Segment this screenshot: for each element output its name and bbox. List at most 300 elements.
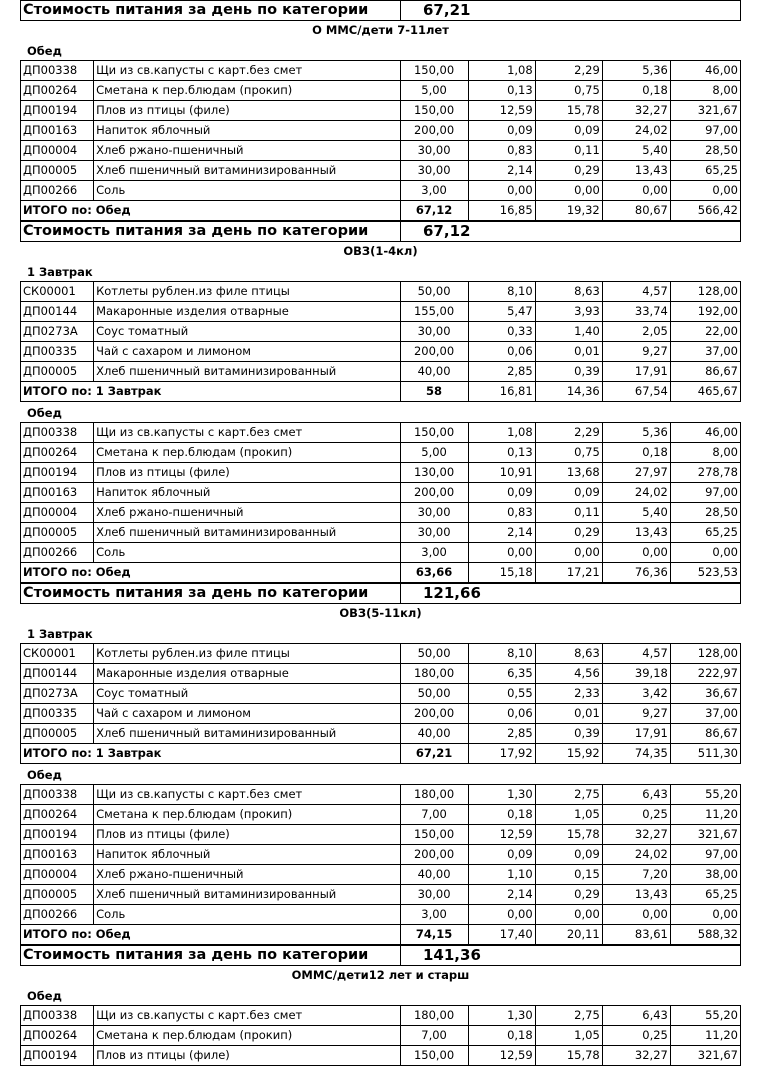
dish-fat: 0,09 [535, 845, 602, 865]
dish-kcal: 28,50 [670, 141, 740, 161]
dish-code: ДП00005 [21, 724, 94, 744]
dish-carbs: 6,43 [602, 1006, 670, 1026]
day-cost-value: 67,21 [401, 1, 741, 21]
dish-kcal: 55,20 [670, 1006, 740, 1026]
meal-total-kcal: 566,42 [670, 201, 740, 221]
meal-total-protein: 15,18 [468, 563, 535, 583]
dish-kcal: 222,97 [670, 664, 740, 684]
dish-code: ДП00004 [21, 503, 94, 523]
day-cost-label: Стоимость питания за день по категории [21, 1, 401, 21]
dish-name: Сметана к пер.блюдам (прокип) [94, 443, 400, 463]
day-cost-summary [20, 0, 741, 21]
dish-weight: 50,00 [400, 282, 468, 302]
dish-carbs: 7,20 [602, 865, 670, 885]
dish-weight: 155,00 [400, 302, 468, 322]
dish-name: Хлеб пшеничный витаминизированный [94, 523, 400, 543]
day-cost-label: Стоимость питания за день по категории [21, 222, 401, 242]
dish-name: Макаронные изделия отварные [94, 664, 400, 684]
dish-kcal: 86,67 [670, 362, 740, 382]
dish-fat: 0,11 [535, 141, 602, 161]
meal-total-fat: 20,11 [535, 925, 602, 945]
dish-code: ДП00338 [21, 423, 94, 443]
dish-kcal: 37,00 [670, 342, 740, 362]
dish-weight: 5,00 [400, 81, 468, 101]
dish-kcal: 128,00 [670, 644, 740, 664]
table-row [21, 483, 741, 503]
dish-protein: 5,47 [468, 302, 535, 322]
dish-name: Котлеты рублен.из филе птицы [94, 282, 400, 302]
meal-total-carbs: 67,54 [602, 382, 670, 402]
dish-fat: 2,75 [535, 1006, 602, 1026]
dish-protein: 1,30 [468, 785, 535, 805]
dish-carbs: 9,27 [602, 704, 670, 724]
dish-code: ДП00264 [21, 1026, 94, 1046]
dish-fat: 0,29 [535, 523, 602, 543]
dish-code: ДП00194 [21, 101, 94, 121]
meal-title: Обед [27, 406, 62, 420]
dish-name: Плов из птицы (филе) [94, 825, 400, 845]
meal-total-cost: 67,21 [400, 744, 468, 764]
meal-total-protein: 17,92 [468, 744, 535, 764]
dish-code: ДП00264 [21, 443, 94, 463]
table-row [21, 644, 741, 664]
dish-name: Щи из св.капусты с карт.без смет [94, 61, 400, 81]
dish-fat: 15,78 [535, 1046, 602, 1066]
dish-kcal: 8,00 [670, 81, 740, 101]
dish-protein: 2,14 [468, 161, 535, 181]
table-row [21, 543, 741, 563]
dish-weight: 150,00 [400, 61, 468, 81]
dish-protein: 12,59 [468, 1046, 535, 1066]
dish-carbs: 24,02 [602, 121, 670, 141]
dish-kcal: 11,20 [670, 1026, 740, 1046]
dish-carbs: 24,02 [602, 483, 670, 503]
table-row [21, 101, 741, 121]
day-cost-value: 67,12 [401, 222, 741, 242]
dish-fat: 2,75 [535, 785, 602, 805]
day-cost-summary [20, 221, 741, 242]
dish-code: ДП00264 [21, 81, 94, 101]
dish-kcal: 86,67 [670, 724, 740, 744]
meal-total-cost: 63,66 [400, 563, 468, 583]
table-row [21, 463, 741, 483]
dish-weight: 200,00 [400, 845, 468, 865]
meal-title: Обед [27, 44, 62, 58]
dish-carbs: 4,57 [602, 282, 670, 302]
meal-total-cost: 67,12 [400, 201, 468, 221]
table-row [21, 322, 741, 342]
meal-total-row [21, 563, 741, 583]
table-row [21, 81, 741, 101]
dish-protein: 12,59 [468, 825, 535, 845]
day-cost-summary [20, 945, 741, 966]
table-row [21, 825, 741, 845]
meal-total-fat: 19,32 [535, 201, 602, 221]
dish-fat: 0,01 [535, 342, 602, 362]
dish-kcal: 38,00 [670, 865, 740, 885]
table-row [21, 664, 741, 684]
dish-weight: 150,00 [400, 1046, 468, 1066]
dish-fat: 1,05 [535, 1026, 602, 1046]
dish-code: ДП00335 [21, 704, 94, 724]
dish-name: Хлеб ржано-пшеничный [94, 503, 400, 523]
dish-code: ДП00266 [21, 543, 94, 563]
dish-code: ДП00338 [21, 61, 94, 81]
dish-weight: 180,00 [400, 664, 468, 684]
dish-name: Котлеты рублен.из филе птицы [94, 644, 400, 664]
table-row [21, 141, 741, 161]
dish-fat: 0,09 [535, 483, 602, 503]
day-cost-label: Стоимость питания за день по категории [21, 584, 401, 604]
dish-protein: 0,06 [468, 342, 535, 362]
dish-kcal: 8,00 [670, 443, 740, 463]
dish-weight: 200,00 [400, 483, 468, 503]
dish-name: Соус томатный [94, 322, 400, 342]
dish-carbs: 3,42 [602, 684, 670, 704]
dish-kcal: 97,00 [670, 121, 740, 141]
section-title: ОВЗ(5-11кл) [339, 606, 422, 620]
dish-fat: 0,00 [535, 181, 602, 201]
dish-code: ДП00194 [21, 1046, 94, 1066]
dish-name: Напиток яблочный [94, 845, 400, 865]
meal-total-kcal: 511,30 [670, 744, 740, 764]
meal-total-fat: 14,36 [535, 382, 602, 402]
dish-weight: 3,00 [400, 543, 468, 563]
meal-total-cost: 58 [400, 382, 468, 402]
dish-code: ДП00005 [21, 362, 94, 382]
dish-carbs: 32,27 [602, 825, 670, 845]
dish-fat: 1,05 [535, 805, 602, 825]
dish-protein: 0,13 [468, 81, 535, 101]
dish-carbs: 0,18 [602, 81, 670, 101]
dish-protein: 2,85 [468, 724, 535, 744]
day-cost-value: 141,36 [401, 946, 741, 966]
meal-table [20, 784, 741, 945]
dish-weight: 200,00 [400, 704, 468, 724]
dish-fat: 0,29 [535, 885, 602, 905]
dish-name: Чай с сахаром и лимоном [94, 342, 400, 362]
table-row [21, 724, 741, 744]
dish-weight: 30,00 [400, 885, 468, 905]
table-row [21, 282, 741, 302]
dish-code: ДП00144 [21, 302, 94, 322]
dish-protein: 0,13 [468, 443, 535, 463]
section-title: О ММС/дети 7-11лет [312, 23, 449, 37]
dish-name: Хлеб пшеничный витаминизированный [94, 161, 400, 181]
dish-name: Щи из св.капусты с карт.без смет [94, 1006, 400, 1026]
dish-fat: 0,00 [535, 543, 602, 563]
dish-name: Хлеб пшеничный витаминизированный [94, 885, 400, 905]
dish-weight: 200,00 [400, 342, 468, 362]
dish-protein: 2,14 [468, 523, 535, 543]
dish-name: Хлеб пшеничный витаминизированный [94, 724, 400, 744]
dish-name: Соль [94, 181, 400, 201]
dish-code: ДП00194 [21, 463, 94, 483]
meal-total-label: ИТОГО по: 1 Завтрак [21, 382, 401, 402]
dish-protein: 0,09 [468, 845, 535, 865]
dish-carbs: 0,25 [602, 1026, 670, 1046]
meal-total-row [21, 744, 741, 764]
meal-total-row [21, 382, 741, 402]
dish-protein: 0,83 [468, 141, 535, 161]
dish-fat: 2,29 [535, 61, 602, 81]
dish-weight: 3,00 [400, 905, 468, 925]
table-row [21, 503, 741, 523]
dish-carbs: 13,43 [602, 885, 670, 905]
meal-total-label: ИТОГО по: Обед [21, 563, 401, 583]
dish-name: Соус томатный [94, 684, 400, 704]
dish-weight: 30,00 [400, 322, 468, 342]
meal-total-fat: 17,21 [535, 563, 602, 583]
day-cost-summary [20, 583, 741, 604]
dish-fat: 3,93 [535, 302, 602, 322]
table-row [21, 443, 741, 463]
dish-carbs: 5,40 [602, 141, 670, 161]
meal-total-row [21, 201, 741, 221]
dish-kcal: 36,67 [670, 684, 740, 704]
table-row [21, 181, 741, 201]
dish-fat: 15,78 [535, 825, 602, 845]
dish-weight: 180,00 [400, 1006, 468, 1026]
dish-code: СК00001 [21, 644, 94, 664]
meal-total-label: ИТОГО по: Обед [21, 925, 401, 945]
dish-name: Соль [94, 543, 400, 563]
meal-table [20, 643, 741, 764]
dish-name: Плов из птицы (филе) [94, 101, 400, 121]
dish-kcal: 55,20 [670, 785, 740, 805]
dish-protein: 1,10 [468, 865, 535, 885]
dish-kcal: 321,67 [670, 101, 740, 121]
dish-carbs: 32,27 [602, 1046, 670, 1066]
meal-title: 1 Завтрак [27, 265, 93, 279]
dish-fat: 2,29 [535, 423, 602, 443]
dish-protein: 10,91 [468, 463, 535, 483]
dish-fat: 0,15 [535, 865, 602, 885]
dish-protein: 0,00 [468, 181, 535, 201]
table-row [21, 61, 741, 81]
dish-protein: 0,06 [468, 704, 535, 724]
meal-total-label: ИТОГО по: 1 Завтрак [21, 744, 401, 764]
dish-kcal: 321,67 [670, 825, 740, 845]
table-row [21, 785, 741, 805]
table-row [21, 423, 741, 443]
dish-carbs: 0,18 [602, 443, 670, 463]
dish-code: ДП00004 [21, 865, 94, 885]
dish-name: Сметана к пер.блюдам (прокип) [94, 805, 400, 825]
dish-carbs: 9,27 [602, 342, 670, 362]
dish-name: Сметана к пер.блюдам (прокип) [94, 81, 400, 101]
meal-total-kcal: 465,67 [670, 382, 740, 402]
dish-kcal: 65,25 [670, 161, 740, 181]
dish-code: ДП00338 [21, 1006, 94, 1026]
dish-protein: 0,18 [468, 1026, 535, 1046]
dish-code: ДП00005 [21, 161, 94, 181]
day-cost-label: Стоимость питания за день по категории [21, 946, 401, 966]
table-row [21, 684, 741, 704]
dish-kcal: 0,00 [670, 181, 740, 201]
dish-protein: 1,08 [468, 423, 535, 443]
dish-name: Плов из птицы (филе) [94, 1046, 400, 1066]
dish-code: ДП00004 [21, 141, 94, 161]
dish-weight: 200,00 [400, 121, 468, 141]
dish-weight: 3,00 [400, 181, 468, 201]
dish-carbs: 5,36 [602, 423, 670, 443]
meal-total-carbs: 74,35 [602, 744, 670, 764]
dish-fat: 8,63 [535, 644, 602, 664]
dish-fat: 0,75 [535, 81, 602, 101]
dish-protein: 12,59 [468, 101, 535, 121]
dish-weight: 180,00 [400, 785, 468, 805]
dish-kcal: 321,67 [670, 1046, 740, 1066]
meal-title: Обед [27, 768, 62, 782]
dish-fat: 2,33 [535, 684, 602, 704]
dish-carbs: 13,43 [602, 161, 670, 181]
meal-total-cost: 74,15 [400, 925, 468, 945]
meal-title: Обед [27, 989, 62, 1003]
dish-weight: 50,00 [400, 644, 468, 664]
dish-fat: 0,01 [535, 704, 602, 724]
dish-code: ДП00163 [21, 483, 94, 503]
dish-kcal: 65,25 [670, 523, 740, 543]
dish-code: ДП00005 [21, 523, 94, 543]
dish-protein: 0,18 [468, 805, 535, 825]
dish-code: ДП00266 [21, 181, 94, 201]
dish-weight: 30,00 [400, 141, 468, 161]
dish-kcal: 128,00 [670, 282, 740, 302]
table-row [21, 865, 741, 885]
meal-total-protein: 16,85 [468, 201, 535, 221]
dish-name: Хлеб ржано-пшеничный [94, 141, 400, 161]
table-row [21, 523, 741, 543]
dish-carbs: 5,40 [602, 503, 670, 523]
meal-total-protein: 16,81 [468, 382, 535, 402]
table-row [21, 1006, 741, 1026]
dish-name: Хлеб ржано-пшеничный [94, 865, 400, 885]
table-row [21, 805, 741, 825]
dish-code: ДП0273А [21, 322, 94, 342]
dish-code: ДП00163 [21, 121, 94, 141]
dish-code: ДП00266 [21, 905, 94, 925]
table-row [21, 704, 741, 724]
table-row [21, 1046, 741, 1066]
table-row [21, 905, 741, 925]
dish-carbs: 13,43 [602, 523, 670, 543]
dish-protein: 0,83 [468, 503, 535, 523]
dish-weight: 5,00 [400, 443, 468, 463]
dish-kcal: 46,00 [670, 61, 740, 81]
dish-weight: 150,00 [400, 825, 468, 845]
dish-kcal: 0,00 [670, 543, 740, 563]
dish-code: ДП00338 [21, 785, 94, 805]
dish-fat: 0,75 [535, 443, 602, 463]
dish-protein: 8,10 [468, 644, 535, 664]
dish-protein: 0,09 [468, 121, 535, 141]
dish-name: Сметана к пер.блюдам (прокип) [94, 1026, 400, 1046]
dish-fat: 0,29 [535, 161, 602, 181]
dish-carbs: 0,00 [602, 905, 670, 925]
dish-name: Чай с сахаром и лимоном [94, 704, 400, 724]
meal-total-protein: 17,40 [468, 925, 535, 945]
dish-protein: 0,00 [468, 543, 535, 563]
dish-carbs: 17,91 [602, 362, 670, 382]
dish-weight: 150,00 [400, 101, 468, 121]
dish-name: Щи из св.капусты с карт.без смет [94, 423, 400, 443]
dish-protein: 8,10 [468, 282, 535, 302]
dish-carbs: 4,57 [602, 644, 670, 664]
meal-total-kcal: 523,53 [670, 563, 740, 583]
dish-weight: 40,00 [400, 362, 468, 382]
dish-fat: 0,00 [535, 905, 602, 925]
dish-weight: 40,00 [400, 724, 468, 744]
dish-fat: 1,40 [535, 322, 602, 342]
dish-fat: 0,39 [535, 362, 602, 382]
meal-table [20, 281, 741, 402]
meal-table [20, 422, 741, 583]
dish-kcal: 28,50 [670, 503, 740, 523]
dish-carbs: 39,18 [602, 664, 670, 684]
dish-code: ДП00163 [21, 845, 94, 865]
dish-kcal: 22,00 [670, 322, 740, 342]
dish-carbs: 32,27 [602, 101, 670, 121]
dish-carbs: 6,43 [602, 785, 670, 805]
dish-protein: 0,00 [468, 905, 535, 925]
dish-code: СК00001 [21, 282, 94, 302]
meal-table [20, 60, 741, 221]
dish-fat: 8,63 [535, 282, 602, 302]
dish-kcal: 0,00 [670, 905, 740, 925]
dish-code: ДП00335 [21, 342, 94, 362]
dish-weight: 150,00 [400, 423, 468, 443]
day-cost-value: 121,66 [401, 584, 741, 604]
meal-table [20, 1005, 741, 1066]
dish-carbs: 17,91 [602, 724, 670, 744]
dish-weight: 130,00 [400, 463, 468, 483]
dish-fat: 0,11 [535, 503, 602, 523]
dish-code: ДП0273А [21, 684, 94, 704]
dish-code: ДП00194 [21, 825, 94, 845]
dish-weight: 40,00 [400, 865, 468, 885]
dish-carbs: 0,00 [602, 181, 670, 201]
dish-kcal: 37,00 [670, 704, 740, 724]
dish-protein: 0,33 [468, 322, 535, 342]
dish-protein: 0,55 [468, 684, 535, 704]
dish-weight: 30,00 [400, 161, 468, 181]
dish-fat: 15,78 [535, 101, 602, 121]
dish-kcal: 278,78 [670, 463, 740, 483]
dish-protein: 6,35 [468, 664, 535, 684]
dish-weight: 50,00 [400, 684, 468, 704]
meal-title: 1 Завтрак [27, 627, 93, 641]
meal-total-carbs: 80,67 [602, 201, 670, 221]
dish-protein: 1,08 [468, 61, 535, 81]
dish-fat: 13,68 [535, 463, 602, 483]
dish-fat: 0,09 [535, 121, 602, 141]
table-row [21, 302, 741, 322]
dish-weight: 30,00 [400, 523, 468, 543]
dish-protein: 0,09 [468, 483, 535, 503]
meal-total-fat: 15,92 [535, 744, 602, 764]
dish-code: ДП00264 [21, 805, 94, 825]
dish-carbs: 0,00 [602, 543, 670, 563]
table-row [21, 342, 741, 362]
dish-kcal: 46,00 [670, 423, 740, 443]
dish-name: Напиток яблочный [94, 483, 400, 503]
meal-total-label: ИТОГО по: Обед [21, 201, 401, 221]
dish-carbs: 0,25 [602, 805, 670, 825]
dish-name: Хлеб пшеничный витаминизированный [94, 362, 400, 382]
dish-protein: 2,14 [468, 885, 535, 905]
dish-carbs: 33,74 [602, 302, 670, 322]
